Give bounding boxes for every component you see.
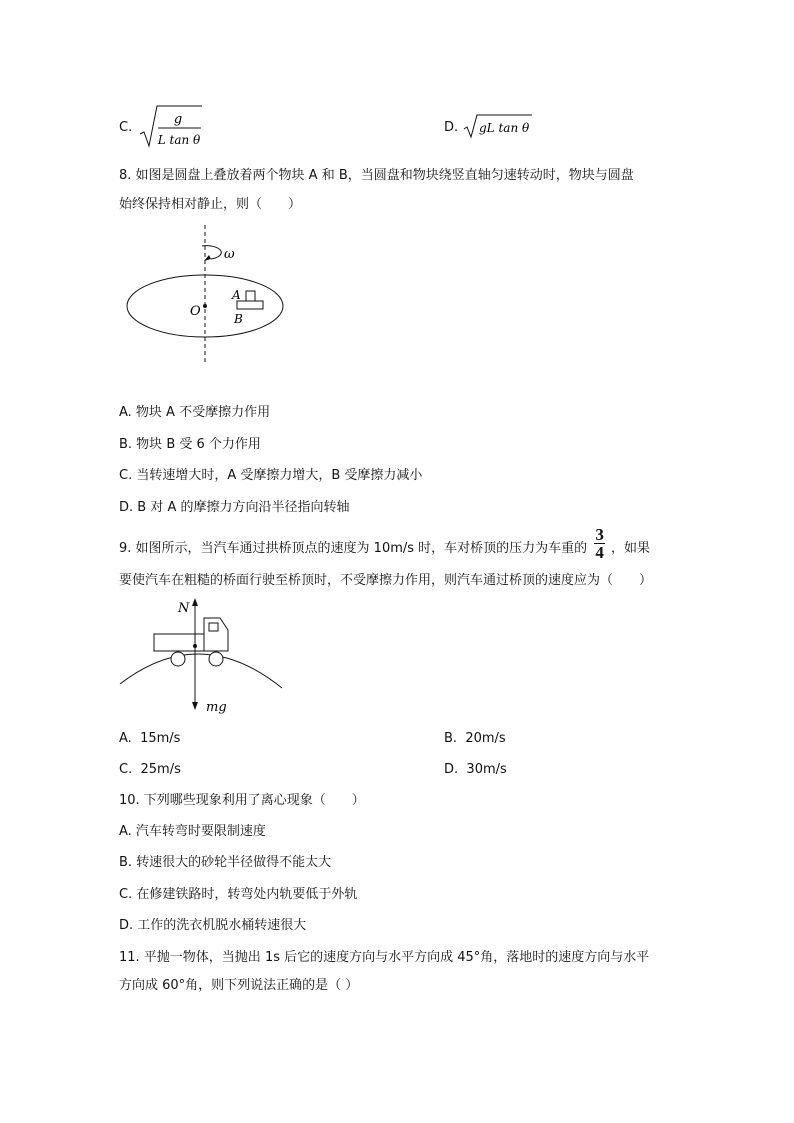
truck-window (209, 623, 218, 631)
q10-option-a: A. 汽车转弯时要限制速度 (119, 824, 266, 839)
center-dot (203, 304, 207, 308)
center-o-label: O (190, 304, 201, 319)
q9-option-b (444, 730, 506, 748)
q8-stem-line2: 始终保持相对静止，则（ ） (119, 197, 302, 212)
q9-option-c (119, 761, 181, 779)
q9-option-b-label: B. (444, 731, 458, 746)
q11-stem-line2: 方向成 60°角，则下列说法正确的是（ ） (119, 978, 359, 993)
q8-stem-line1: 8. 如图是圆盘上叠放着两个物块 A 和 B，当圆盘和物块绕竖直轴匀速转动时，物块与圆盘 (119, 168, 634, 183)
q9-option-a (119, 730, 180, 748)
q9-option-b-value: 20m/s (465, 731, 506, 746)
q9-stem-line1-a: 9. 如图所示，当汽车通过拱桥顶点的速度为 10m/s 时，车对桥顶的压力为车重的 (119, 541, 588, 556)
q7-option-d-label: D. (444, 120, 459, 135)
q7-option-c-formula (138, 104, 204, 150)
block-a-label: A (232, 288, 241, 302)
q9-option-d-value: 30m/s (466, 762, 507, 777)
q10-option-c: C. 在修建铁路时，转弯处内轨要低于外轨 (119, 887, 358, 902)
q9-figure-car-on-bridge (118, 596, 288, 718)
q11-stem-line1: 11. 平抛一物体，当抛出 1s 后它的速度方向与水平方向成 45°角，落地时的速度方向与水平 (119, 950, 650, 965)
q9-stem-line1 (119, 525, 650, 562)
q9-option-d-label: D. (444, 762, 459, 777)
q9-option-a-label: A. (119, 731, 132, 746)
q7-option-d-expr: gL tan θ (479, 121, 530, 135)
gravity-label: mg (206, 700, 227, 715)
q9-option-a-value: 15m/s (140, 731, 181, 746)
block-b-label: B (234, 312, 243, 326)
q7-option-c-label: C. (119, 120, 133, 135)
truck-rear-wheel (171, 652, 185, 666)
q9-stem-line1-b: ，如果 (610, 541, 650, 556)
q8-figure-rotating-disc (120, 222, 290, 368)
omega-label: ω (224, 247, 235, 262)
q10-option-d: D. 工作的洗衣机脱水桶转速很大 (119, 918, 307, 933)
q10-stem: 10. 下列哪些现象利用了离心现象（ ） (119, 793, 365, 808)
q9-fraction-denominator: 4 (595, 543, 604, 562)
q8-option-b: B. 物块 B 受 6 个力作用 (119, 437, 261, 452)
q7-option-d-formula (462, 112, 534, 140)
q7-option-c-numerator: g (173, 112, 183, 127)
normal-force-label: N (178, 601, 190, 616)
q9-option-c-value: 25m/s (140, 762, 181, 777)
truck-front-wheel (209, 652, 223, 666)
q8-option-d: D. B 对 A 的摩擦力方向沿半径指向转轴 (119, 500, 350, 515)
q9-stem-line2: 要使汽车在粗糙的桥面行驶至桥顶时，不受摩擦力作用，则汽车通过桥顶的速度应为（ ） (119, 573, 653, 588)
center-of-mass-dot (193, 644, 197, 648)
q9-fraction-numerator: 3 (595, 525, 604, 544)
q9-option-d (444, 761, 507, 779)
truck-cargo (154, 634, 204, 651)
q7-option-c-denominator: L tan θ (157, 133, 201, 147)
block-b (237, 301, 263, 309)
q9-fraction (594, 526, 605, 561)
q8-option-c: C. 当转速增大时，A 受摩擦力增大，B 受摩擦力减小 (119, 468, 423, 483)
q8-option-a: A. 物块 A 不受摩擦力作用 (119, 405, 271, 420)
bridge-arc (120, 654, 282, 688)
block-a (246, 291, 255, 301)
q9-option-c-label: C. (119, 762, 133, 777)
q10-option-b: B. 转速很大的砂轮半径做得不能太大 (119, 855, 332, 870)
